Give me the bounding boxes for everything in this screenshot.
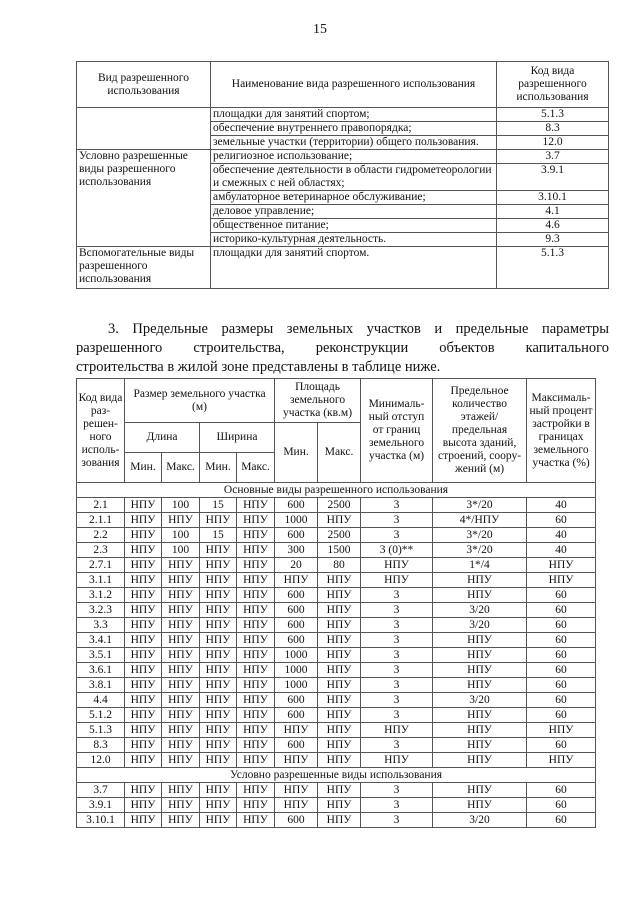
value-cell: НПУ bbox=[237, 813, 275, 828]
value-cell: НПУ bbox=[237, 498, 275, 513]
value-cell: НПУ bbox=[237, 558, 275, 573]
value-cell: 3 bbox=[361, 708, 433, 723]
value-cell: НПУ bbox=[162, 738, 200, 753]
table-row bbox=[77, 648, 596, 663]
use-code-cell: 8.3 bbox=[497, 122, 609, 136]
value-cell: НПУ bbox=[162, 798, 200, 813]
value-cell: НПУ bbox=[237, 543, 275, 558]
value-cell: НПУ bbox=[318, 573, 361, 588]
value-cell: 3/20 bbox=[433, 693, 527, 708]
value-cell: НПУ bbox=[275, 783, 318, 798]
value-cell: НПУ bbox=[125, 753, 162, 768]
value-cell: 1*/4 bbox=[433, 558, 527, 573]
value-cell: НПУ bbox=[162, 633, 200, 648]
value-cell: НПУ bbox=[162, 723, 200, 738]
value-cell: 600 bbox=[275, 693, 318, 708]
value-cell: НПУ bbox=[527, 753, 596, 768]
paragraph-limits bbox=[76, 320, 609, 377]
value-cell: 1000 bbox=[275, 663, 318, 678]
value-cell: НПУ bbox=[237, 603, 275, 618]
value-cell: НПУ bbox=[433, 723, 527, 738]
value-cell: НПУ bbox=[125, 723, 162, 738]
value-cell: НПУ bbox=[125, 633, 162, 648]
value-cell: НПУ bbox=[361, 558, 433, 573]
code-cell: 3.10.1 bbox=[77, 813, 125, 828]
code-cell: 2.1 bbox=[77, 498, 125, 513]
table-row bbox=[77, 558, 596, 573]
value-cell: НПУ bbox=[200, 588, 237, 603]
value-cell: 3 bbox=[361, 783, 433, 798]
value-cell: 3 (0)** bbox=[361, 543, 433, 558]
value-cell: 600 bbox=[275, 708, 318, 723]
value-cell: НПУ bbox=[433, 678, 527, 693]
value-cell: 40 bbox=[527, 498, 596, 513]
value-cell: 3 bbox=[361, 603, 433, 618]
use-name-cell: общественное питание; bbox=[211, 219, 497, 233]
table-row bbox=[77, 618, 596, 633]
table-row bbox=[77, 708, 596, 723]
table-row bbox=[77, 753, 596, 768]
value-cell: НПУ bbox=[162, 558, 200, 573]
value-cell: НПУ bbox=[200, 543, 237, 558]
value-cell: НПУ bbox=[200, 618, 237, 633]
value-cell: 4*/НПУ bbox=[433, 513, 527, 528]
value-cell: НПУ bbox=[433, 648, 527, 663]
paragraph-line: разрешенного строительства, реконструкции объектов капитального bbox=[76, 340, 609, 356]
code-cell: 2.1.1 bbox=[77, 513, 125, 528]
value-cell: НПУ bbox=[125, 588, 162, 603]
value-cell: НПУ bbox=[433, 573, 527, 588]
code-cell: 3.1.1 bbox=[77, 573, 125, 588]
value-cell: 100 bbox=[162, 528, 200, 543]
value-cell: 2500 bbox=[318, 498, 361, 513]
value-cell: 1000 bbox=[275, 678, 318, 693]
value-cell: НПУ bbox=[162, 618, 200, 633]
value-cell: НПУ bbox=[200, 753, 237, 768]
value-cell: 3 bbox=[361, 693, 433, 708]
code-cell: 3.9.1 bbox=[77, 798, 125, 813]
value-cell: НПУ bbox=[433, 708, 527, 723]
value-cell: НПУ bbox=[318, 783, 361, 798]
value-cell: НПУ bbox=[318, 753, 361, 768]
value-cell: НПУ bbox=[162, 648, 200, 663]
value-cell: НПУ bbox=[162, 753, 200, 768]
table-row bbox=[77, 693, 596, 708]
value-cell: 60 bbox=[527, 603, 596, 618]
table-row bbox=[77, 150, 609, 164]
value-cell: НПУ bbox=[433, 798, 527, 813]
code-cell: 3.8.1 bbox=[77, 678, 125, 693]
value-cell: НПУ bbox=[237, 708, 275, 723]
value-cell: НПУ bbox=[237, 528, 275, 543]
value-cell: 60 bbox=[527, 783, 596, 798]
header-area-min: Мин. bbox=[275, 423, 318, 483]
value-cell: НПУ bbox=[318, 813, 361, 828]
table-row bbox=[77, 798, 596, 813]
value-cell: НПУ bbox=[200, 798, 237, 813]
value-cell: НПУ bbox=[237, 678, 275, 693]
value-cell: НПУ bbox=[200, 738, 237, 753]
value-cell: НПУ bbox=[318, 648, 361, 663]
value-cell: НПУ bbox=[125, 513, 162, 528]
table-row bbox=[77, 498, 596, 513]
code-cell: 3.2.3 bbox=[77, 603, 125, 618]
value-cell: НПУ bbox=[125, 618, 162, 633]
value-cell: НПУ bbox=[162, 573, 200, 588]
use-code-cell: 5.1.3 bbox=[497, 247, 609, 289]
value-cell: НПУ bbox=[125, 678, 162, 693]
value-cell: 60 bbox=[527, 618, 596, 633]
use-name-cell: религиозное использование; bbox=[211, 150, 497, 164]
header-plot-area: Площадь земельного участка (кв.м) bbox=[275, 379, 361, 423]
value-cell: 3 bbox=[361, 513, 433, 528]
value-cell: НПУ bbox=[318, 633, 361, 648]
construction-parameters-table bbox=[76, 378, 596, 828]
value-cell: НПУ bbox=[162, 813, 200, 828]
value-cell: 3/20 bbox=[433, 813, 527, 828]
header-width-min: Мин. bbox=[200, 453, 237, 483]
use-code-cell: 12.0 bbox=[497, 136, 609, 150]
use-code-cell: 4.1 bbox=[497, 205, 609, 219]
value-cell: 3 bbox=[361, 528, 433, 543]
value-cell: НПУ bbox=[318, 798, 361, 813]
value-cell: 600 bbox=[275, 633, 318, 648]
paragraph-line: строительства в жилой зоне представлены в таблице ниже. bbox=[76, 359, 441, 375]
code-cell: 4.4 bbox=[77, 693, 125, 708]
header-percent: Максималь-ный процент застройки в границах земельного участка (%) bbox=[527, 379, 596, 483]
table-row bbox=[77, 543, 596, 558]
value-cell: НПУ bbox=[361, 753, 433, 768]
use-name-cell: амбулаторное ветеринарное обслуживание; bbox=[211, 191, 497, 205]
table-row bbox=[77, 678, 596, 693]
table-header-row bbox=[77, 62, 609, 108]
value-cell: НПУ bbox=[125, 528, 162, 543]
value-cell: 60 bbox=[527, 693, 596, 708]
value-cell: НПУ bbox=[125, 708, 162, 723]
table-row bbox=[77, 783, 596, 798]
value-cell: НПУ bbox=[318, 693, 361, 708]
use-name-cell: земельные участки (территории) общего пользования. bbox=[211, 136, 497, 150]
value-cell: НПУ bbox=[527, 573, 596, 588]
header-length-max: Макс. bbox=[162, 453, 200, 483]
value-cell: 3 bbox=[361, 498, 433, 513]
table-row bbox=[77, 513, 596, 528]
value-cell: НПУ bbox=[162, 603, 200, 618]
value-cell: НПУ bbox=[237, 783, 275, 798]
value-cell: 60 bbox=[527, 663, 596, 678]
use-code-cell: 5.1.3 bbox=[497, 108, 609, 122]
value-cell: НПУ bbox=[433, 633, 527, 648]
table-row bbox=[77, 663, 596, 678]
use-code-cell: 4.6 bbox=[497, 219, 609, 233]
value-cell: 1000 bbox=[275, 648, 318, 663]
table-row bbox=[77, 588, 596, 603]
header-length-min: Мин. bbox=[125, 453, 162, 483]
value-cell: НПУ bbox=[237, 648, 275, 663]
table-body bbox=[77, 483, 596, 828]
value-cell: НПУ bbox=[200, 723, 237, 738]
value-cell: 3/20 bbox=[433, 603, 527, 618]
category-cell: Вспомогательные виды разрешенного использования bbox=[77, 247, 211, 289]
header-setback: Минималь-ный отступ от границ земельного участка (м) bbox=[361, 379, 433, 483]
code-cell: 8.3 bbox=[77, 738, 125, 753]
value-cell: НПУ bbox=[318, 723, 361, 738]
value-cell: 60 bbox=[527, 798, 596, 813]
value-cell: 300 bbox=[275, 543, 318, 558]
use-name-cell: площадки для занятий спортом. bbox=[211, 247, 497, 289]
value-cell: 3 bbox=[361, 618, 433, 633]
value-cell: НПУ bbox=[237, 573, 275, 588]
table-row bbox=[77, 738, 596, 753]
value-cell: НПУ bbox=[162, 678, 200, 693]
value-cell: НПУ bbox=[318, 603, 361, 618]
use-code-cell: 9.3 bbox=[497, 233, 609, 247]
table-row bbox=[77, 528, 596, 543]
value-cell: 3 bbox=[361, 798, 433, 813]
table-row bbox=[77, 573, 596, 588]
value-cell: 3 bbox=[361, 633, 433, 648]
value-cell: НПУ bbox=[361, 573, 433, 588]
value-cell: 3*/20 bbox=[433, 528, 527, 543]
value-cell: 3 bbox=[361, 588, 433, 603]
code-cell: 2.7.1 bbox=[77, 558, 125, 573]
value-cell: 600 bbox=[275, 618, 318, 633]
value-cell: 60 bbox=[527, 633, 596, 648]
value-cell: 60 bbox=[527, 708, 596, 723]
code-cell: 2.3 bbox=[77, 543, 125, 558]
value-cell: НПУ bbox=[200, 558, 237, 573]
value-cell: 100 bbox=[162, 498, 200, 513]
value-cell: НПУ bbox=[237, 738, 275, 753]
code-cell: 3.6.1 bbox=[77, 663, 125, 678]
value-cell: НПУ bbox=[125, 498, 162, 513]
value-cell: НПУ bbox=[162, 693, 200, 708]
table-header-row bbox=[77, 379, 596, 423]
value-cell: 80 bbox=[318, 558, 361, 573]
value-cell: НПУ bbox=[318, 708, 361, 723]
value-cell: НПУ bbox=[200, 663, 237, 678]
table-row bbox=[77, 633, 596, 648]
value-cell: НПУ bbox=[275, 798, 318, 813]
value-cell: 600 bbox=[275, 813, 318, 828]
value-cell: 3 bbox=[361, 648, 433, 663]
value-cell: НПУ bbox=[433, 738, 527, 753]
value-cell: НПУ bbox=[125, 603, 162, 618]
value-cell: 600 bbox=[275, 738, 318, 753]
code-cell: 3.5.1 bbox=[77, 648, 125, 663]
value-cell: 600 bbox=[275, 528, 318, 543]
value-cell: НПУ bbox=[125, 738, 162, 753]
value-cell: 40 bbox=[527, 543, 596, 558]
value-cell: 100 bbox=[162, 543, 200, 558]
value-cell: НПУ bbox=[527, 723, 596, 738]
value-cell: НПУ bbox=[433, 663, 527, 678]
value-cell: НПУ bbox=[275, 753, 318, 768]
value-cell: НПУ bbox=[361, 723, 433, 738]
table-row bbox=[77, 108, 609, 122]
code-cell: 5.1.3 bbox=[77, 723, 125, 738]
page-number: 15 bbox=[313, 22, 327, 37]
value-cell: НПУ bbox=[318, 588, 361, 603]
value-cell: НПУ bbox=[433, 753, 527, 768]
value-cell: НПУ bbox=[125, 693, 162, 708]
use-code-cell: 3.10.1 bbox=[497, 191, 609, 205]
value-cell: НПУ bbox=[200, 513, 237, 528]
value-cell: НПУ bbox=[433, 783, 527, 798]
value-cell: 3 bbox=[361, 738, 433, 753]
table-row bbox=[77, 813, 596, 828]
value-cell: НПУ bbox=[200, 678, 237, 693]
value-cell: НПУ bbox=[125, 543, 162, 558]
value-cell: 3 bbox=[361, 813, 433, 828]
value-cell: НПУ bbox=[318, 618, 361, 633]
use-code-cell: 3.7 bbox=[497, 150, 609, 164]
value-cell: 1000 bbox=[275, 513, 318, 528]
value-cell: НПУ bbox=[200, 633, 237, 648]
value-cell: 1500 bbox=[318, 543, 361, 558]
value-cell: НПУ bbox=[275, 723, 318, 738]
value-cell: 600 bbox=[275, 603, 318, 618]
code-cell: 12.0 bbox=[77, 753, 125, 768]
value-cell: НПУ bbox=[318, 663, 361, 678]
value-cell: НПУ bbox=[125, 663, 162, 678]
value-cell: НПУ bbox=[162, 588, 200, 603]
header-code: Код вида раз-решен-ного исполь-зования bbox=[77, 379, 125, 483]
value-cell: НПУ bbox=[318, 738, 361, 753]
header-use-name: Наименование вида разрешенного использования bbox=[211, 62, 497, 108]
section-title: Условно разрешенные виды использования bbox=[77, 768, 596, 783]
value-cell: 60 bbox=[527, 813, 596, 828]
value-cell: НПУ bbox=[125, 798, 162, 813]
code-cell: 2.2 bbox=[77, 528, 125, 543]
use-name-cell: деловое управление; bbox=[211, 205, 497, 219]
value-cell: НПУ bbox=[318, 513, 361, 528]
code-cell: 3.4.1 bbox=[77, 633, 125, 648]
code-cell: 3.7 bbox=[77, 783, 125, 798]
value-cell: НПУ bbox=[200, 783, 237, 798]
value-cell: НПУ bbox=[125, 648, 162, 663]
header-length: Длина bbox=[125, 423, 200, 453]
value-cell: НПУ bbox=[125, 558, 162, 573]
value-cell: 60 bbox=[527, 738, 596, 753]
value-cell: НПУ bbox=[237, 753, 275, 768]
section-row bbox=[77, 768, 596, 783]
value-cell: 20 bbox=[275, 558, 318, 573]
category-cell: Условно разрешенные виды разрешенного использования bbox=[77, 150, 211, 247]
value-cell: НПУ bbox=[162, 708, 200, 723]
header-use-type: Вид разрешенного использования bbox=[77, 62, 211, 108]
value-cell: 60 bbox=[527, 648, 596, 663]
header-width: Ширина bbox=[200, 423, 275, 453]
header-use-code: Код вида разрешенного использования bbox=[497, 62, 609, 108]
value-cell: 40 bbox=[527, 528, 596, 543]
category-cell bbox=[77, 108, 211, 150]
value-cell: 3*/20 bbox=[433, 543, 527, 558]
value-cell: НПУ bbox=[527, 558, 596, 573]
code-cell: 3.3 bbox=[77, 618, 125, 633]
value-cell: 60 bbox=[527, 678, 596, 693]
value-cell: НПУ bbox=[237, 588, 275, 603]
value-cell: НПУ bbox=[237, 723, 275, 738]
value-cell: НПУ bbox=[200, 813, 237, 828]
value-cell: НПУ bbox=[237, 693, 275, 708]
value-cell: 2500 bbox=[318, 528, 361, 543]
value-cell: НПУ bbox=[237, 798, 275, 813]
use-name-cell: обеспечение деятельности в области гидрометеорологии и смежных с ней областях; bbox=[211, 164, 497, 191]
table-row bbox=[77, 723, 596, 738]
code-cell: 3.1.2 bbox=[77, 588, 125, 603]
section-row bbox=[77, 483, 596, 498]
value-cell: 3/20 bbox=[433, 618, 527, 633]
use-name-cell: площадки для занятий спортом; bbox=[211, 108, 497, 122]
code-cell: 5.1.2 bbox=[77, 708, 125, 723]
value-cell: НПУ bbox=[237, 618, 275, 633]
value-cell: НПУ bbox=[200, 648, 237, 663]
value-cell: НПУ bbox=[125, 813, 162, 828]
use-name-cell: историко-культурная деятельность. bbox=[211, 233, 497, 247]
value-cell: НПУ bbox=[237, 633, 275, 648]
value-cell: 3 bbox=[361, 663, 433, 678]
value-cell: НПУ bbox=[200, 573, 237, 588]
header-plot-size: Размер земельного участка (м) bbox=[125, 379, 275, 423]
use-name-cell: обеспечение внутреннего правопорядка; bbox=[211, 122, 497, 136]
value-cell: НПУ bbox=[125, 573, 162, 588]
permitted-use-table bbox=[76, 61, 609, 289]
use-code-cell: 3.9.1 bbox=[497, 164, 609, 191]
value-cell: НПУ bbox=[162, 513, 200, 528]
value-cell: НПУ bbox=[162, 663, 200, 678]
value-cell: НПУ bbox=[200, 693, 237, 708]
header-area-max: Макс. bbox=[318, 423, 361, 483]
table-row bbox=[77, 603, 596, 618]
value-cell: НПУ bbox=[318, 678, 361, 693]
value-cell: НПУ bbox=[125, 783, 162, 798]
value-cell: НПУ bbox=[237, 663, 275, 678]
header-width-max: Макс. bbox=[237, 453, 275, 483]
section-title: Основные виды разрешенного использования bbox=[77, 483, 596, 498]
value-cell: НПУ bbox=[162, 783, 200, 798]
value-cell: НПУ bbox=[237, 513, 275, 528]
value-cell: 15 bbox=[200, 498, 237, 513]
value-cell: 15 bbox=[200, 528, 237, 543]
value-cell: 3 bbox=[361, 678, 433, 693]
paragraph-line: 3. Предельные размеры земельных участков и предельные параметры bbox=[108, 321, 609, 337]
value-cell: 600 bbox=[275, 588, 318, 603]
header-floors: Предельное количество этажей/ предельная высота зданий, строений, соору-жений (м) bbox=[433, 379, 527, 483]
value-cell: НПУ bbox=[200, 603, 237, 618]
value-cell: 600 bbox=[275, 498, 318, 513]
table-row bbox=[77, 247, 609, 289]
value-cell: 60 bbox=[527, 513, 596, 528]
value-cell: 3*/20 bbox=[433, 498, 527, 513]
value-cell: НПУ bbox=[200, 708, 237, 723]
value-cell: НПУ bbox=[433, 588, 527, 603]
value-cell: НПУ bbox=[275, 573, 318, 588]
value-cell: 60 bbox=[527, 588, 596, 603]
